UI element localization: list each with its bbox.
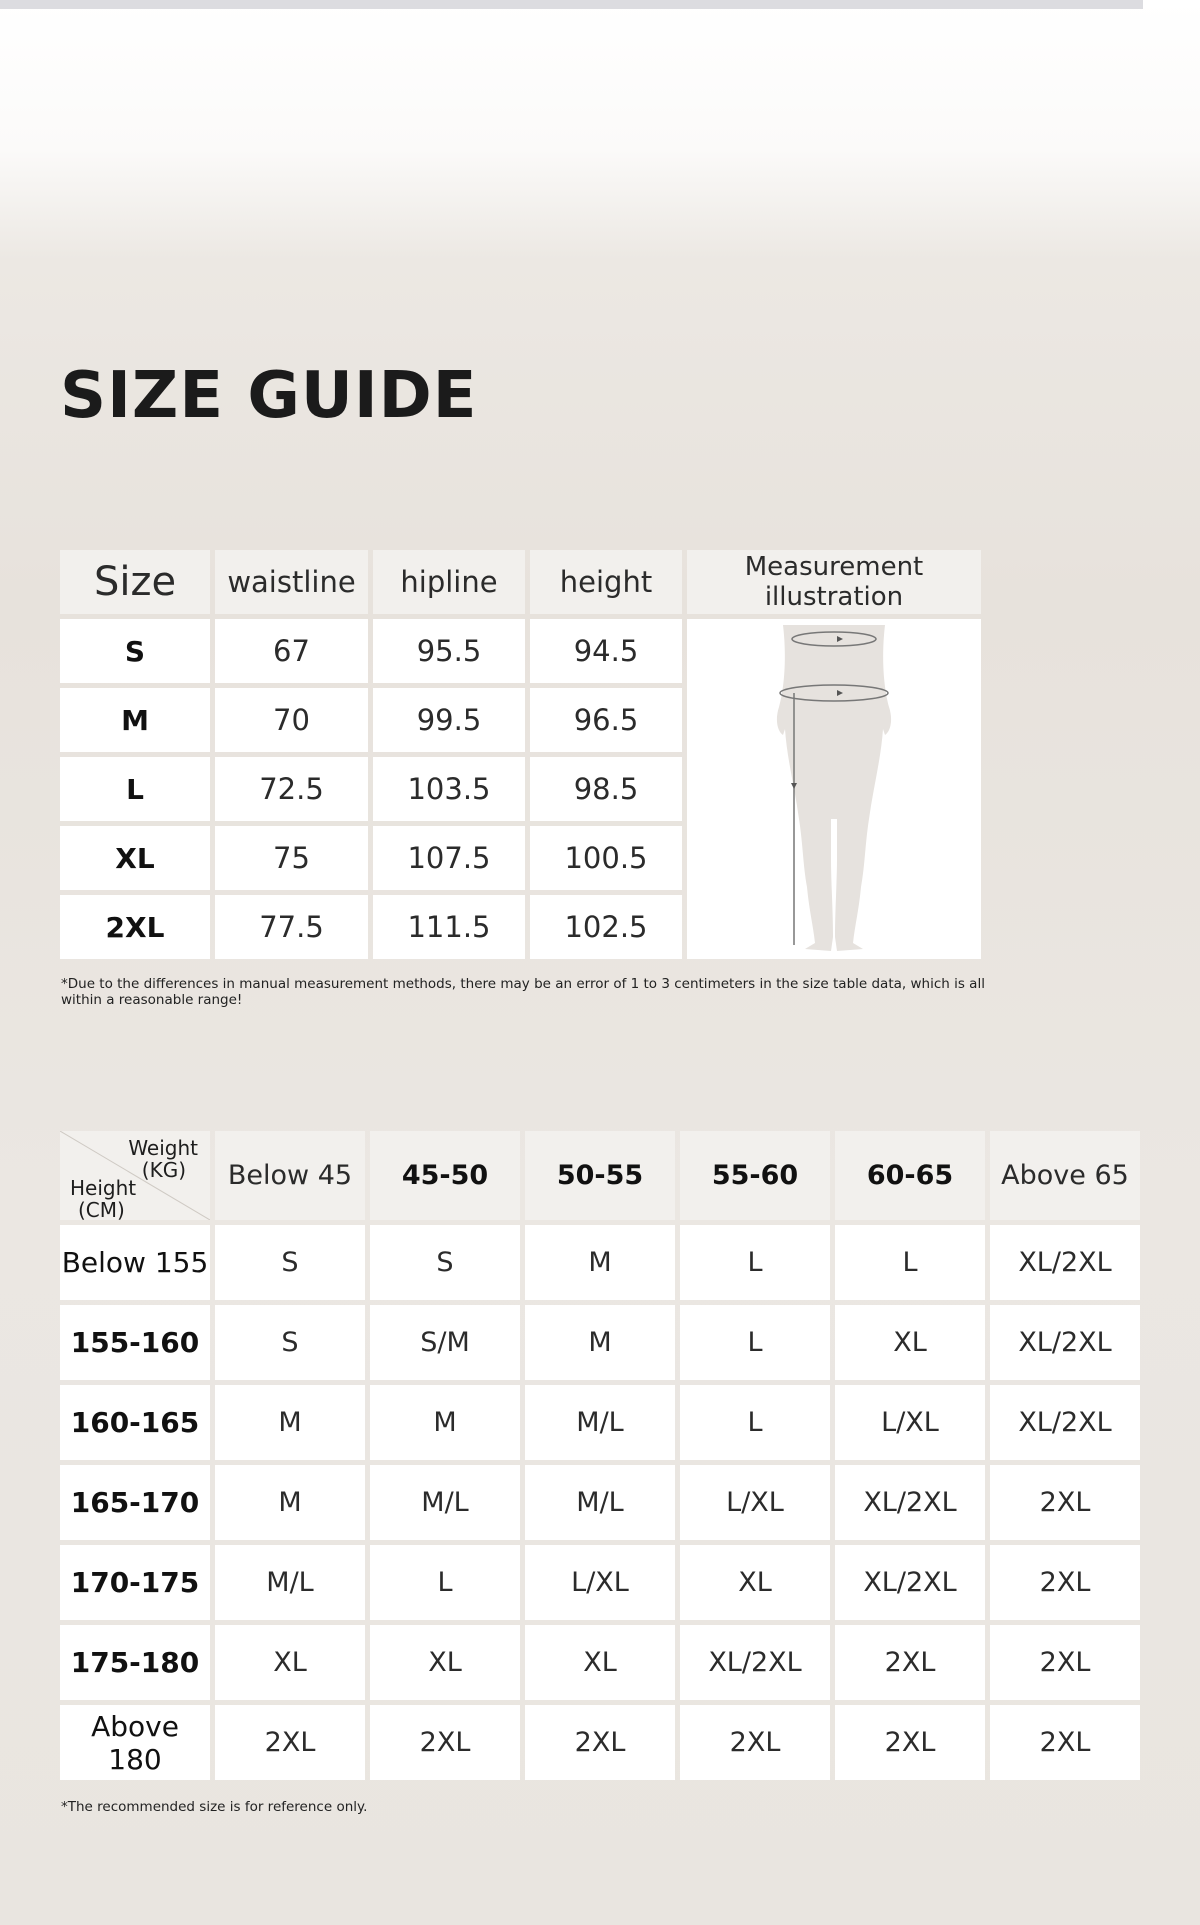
header-waistline: waistline	[215, 550, 368, 614]
size-recommendation-cell: S	[215, 1225, 365, 1300]
table-corner-header	[60, 1131, 210, 1220]
size-recommendation-cell: XL/2XL	[990, 1305, 1140, 1380]
size-recommendation-cell: 2XL	[370, 1705, 520, 1780]
waistline-cell: 67	[215, 619, 368, 683]
size-recommendation-cell: 2XL	[525, 1705, 675, 1780]
size-recommendation-cell: XL/2XL	[835, 1545, 985, 1620]
size-recommendation-cell: 2XL	[990, 1705, 1140, 1780]
size-recommendation-cell: 2XL	[835, 1705, 985, 1780]
weight-header: 55-60	[680, 1131, 830, 1220]
size-recommendation-cell: S/M	[370, 1305, 520, 1380]
size-recommendation-cell: 2XL	[990, 1625, 1140, 1700]
height-cell: 96.5	[530, 688, 682, 752]
reference-only-note: *The recommended size is for reference only.	[61, 1799, 368, 1815]
height-cell: 98.5	[530, 757, 682, 821]
size-recommendation-cell: 2XL	[990, 1545, 1140, 1620]
size-recommendation-cell: XL/2XL	[990, 1385, 1140, 1460]
weight-header: 45-50	[370, 1131, 520, 1220]
page-title: SIZE GUIDE	[60, 359, 478, 433]
size-cell: M	[60, 688, 210, 752]
size-measurement-table	[60, 550, 981, 959]
header-height: height	[530, 550, 682, 614]
size-recommendation-cell: L	[680, 1225, 830, 1300]
size-recommendation-cell: L	[680, 1305, 830, 1380]
height-row-header: 155-160	[60, 1305, 210, 1380]
size-cell: L	[60, 757, 210, 821]
size-recommendation-cell: XL	[835, 1305, 985, 1380]
weight-header: 50-55	[525, 1131, 675, 1220]
size-recommendation-cell: 2XL	[835, 1625, 985, 1700]
size-recommendation-cell: 2XL	[990, 1465, 1140, 1540]
top-divider-bar	[0, 0, 1143, 9]
hipline-cell: 95.5	[373, 619, 525, 683]
size-recommendation-cell: XL/2XL	[835, 1465, 985, 1540]
height-cell: 94.5	[530, 619, 682, 683]
size-recommendation-cell: XL	[680, 1545, 830, 1620]
size-recommendation-cell: S	[370, 1225, 520, 1300]
hipline-cell: 103.5	[373, 757, 525, 821]
header-size: Size	[60, 550, 210, 614]
weight-header: Above 65	[990, 1131, 1140, 1220]
size-recommendation-cell: 2XL	[680, 1705, 830, 1780]
size-recommendation-cell: M/L	[525, 1465, 675, 1540]
size-recommendation-cell: M/L	[370, 1465, 520, 1540]
height-row-header: Below 155	[60, 1225, 210, 1300]
header-hipline: hipline	[373, 550, 525, 614]
recommended-size-table	[60, 1131, 1140, 1780]
waistline-cell: 72.5	[215, 757, 368, 821]
waistline-cell: 75	[215, 826, 368, 890]
size-recommendation-cell: L	[680, 1385, 830, 1460]
size-recommendation-cell: XL	[525, 1625, 675, 1700]
weight-header: Below 45	[215, 1131, 365, 1220]
size-recommendation-cell: L/XL	[525, 1545, 675, 1620]
size-recommendation-cell: XL	[215, 1625, 365, 1700]
height-unit-label: (CM)	[78, 1198, 125, 1222]
height-row-header: 160-165	[60, 1385, 210, 1460]
height-row-header: 170-175	[60, 1545, 210, 1620]
height-axis-label: Height	[70, 1176, 137, 1200]
size-recommendation-cell: M	[215, 1465, 365, 1540]
weight-header: 60-65	[835, 1131, 985, 1220]
size-recommendation-cell: L	[835, 1225, 985, 1300]
height-row-header: 165-170	[60, 1465, 210, 1540]
height-cell: 100.5	[530, 826, 682, 890]
measurement-error-note: *Due to the differences in manual measurement methods, there may be an error of 1 to 3 centimeters in the size table data, which is all within a reasonable range!	[61, 976, 985, 1008]
hipline-cell: 111.5	[373, 895, 525, 959]
size-recommendation-cell: 2XL	[215, 1705, 365, 1780]
size-cell: 2XL	[60, 895, 210, 959]
height-cell: 102.5	[530, 895, 682, 959]
size-recommendation-cell: M	[215, 1385, 365, 1460]
size-recommendation-cell: M/L	[525, 1385, 675, 1460]
waistline-cell: 70	[215, 688, 368, 752]
size-recommendation-cell: XL/2XL	[990, 1225, 1140, 1300]
size-recommendation-cell: L/XL	[835, 1385, 985, 1460]
size-recommendation-cell: M	[370, 1385, 520, 1460]
size-recommendation-cell: M/L	[215, 1545, 365, 1620]
size-recommendation-cell: S	[215, 1305, 365, 1380]
body-silhouette-icon	[687, 619, 981, 959]
size-recommendation-cell: M	[525, 1225, 675, 1300]
size-recommendation-cell: L/XL	[680, 1465, 830, 1540]
illustration-header-text: Measurement illustration	[744, 552, 924, 612]
weight-unit-label: (KG)	[141, 1158, 186, 1182]
measurement-illustration	[687, 619, 981, 959]
height-row-header: 175-180	[60, 1625, 210, 1700]
hipline-cell: 99.5	[373, 688, 525, 752]
size-recommendation-cell: XL	[370, 1625, 520, 1700]
size-recommendation-cell: M	[525, 1305, 675, 1380]
height-row-header: Above 180	[60, 1705, 210, 1780]
size-recommendation-cell: L	[370, 1545, 520, 1620]
weight-axis-label: Weight	[128, 1136, 198, 1160]
waistline-cell: 77.5	[215, 895, 368, 959]
size-cell: XL	[60, 826, 210, 890]
hipline-cell: 107.5	[373, 826, 525, 890]
size-recommendation-cell: XL/2XL	[680, 1625, 830, 1700]
size-cell: S	[60, 619, 210, 683]
header-measurement-illustration	[687, 550, 981, 614]
